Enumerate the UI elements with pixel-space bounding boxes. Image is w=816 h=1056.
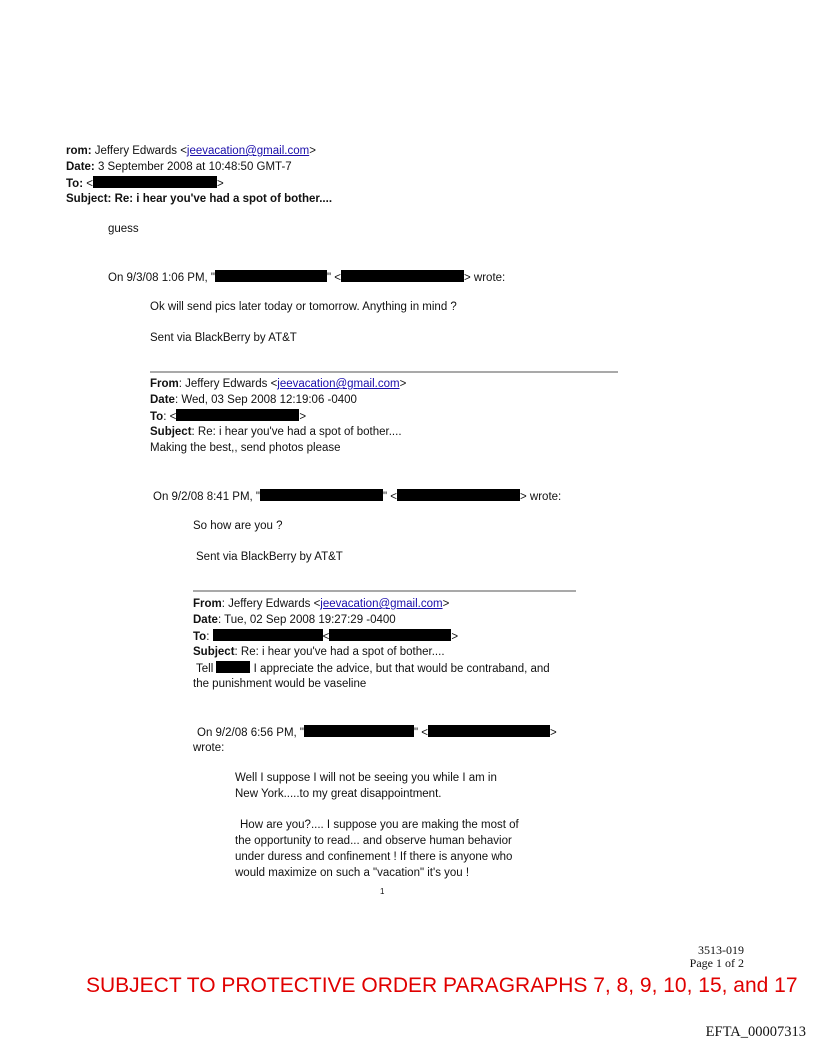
quote2-divider [193, 590, 576, 592]
forward2-to-colon: : [206, 631, 210, 643]
header-from-line [66, 144, 316, 158]
date-value: 3 September 2008 at 10:48:50 GMT-7 [97, 161, 292, 173]
quote1-intro [108, 270, 505, 285]
forward1-to-line [150, 409, 306, 424]
from-label: rom: [66, 145, 92, 157]
quote1-line1: Ok will send pics later today or tomorrow. Anything in mind ? [150, 301, 457, 313]
forward1-date-line [150, 393, 357, 407]
quote2-line2: Sent via BlackBerry by AT&T [196, 551, 343, 563]
header-to-line [66, 176, 224, 191]
quote1-line2: Sent via BlackBerry by AT&T [150, 332, 297, 344]
doc-id: 3513-019 [698, 943, 744, 957]
forward1-from-line [150, 377, 406, 391]
forward1-subject-value: : Re: i hear you've had a spot of bother.... [191, 426, 402, 438]
to-close: > [216, 178, 224, 190]
redaction-box [397, 489, 520, 501]
quote3-p1-line2: New York.....to my great disappointment. [235, 788, 442, 800]
redaction-box [304, 725, 414, 737]
forward2-from-label: From [193, 598, 222, 610]
forward2-to-close: > [451, 631, 459, 643]
quote3-intro-wrap: wrote: [193, 742, 225, 754]
forward2-from-line [193, 597, 449, 611]
quote1-intro-suffix: > wrote: [464, 272, 506, 284]
forward2-date-line [193, 613, 396, 627]
header-subject-line [66, 192, 332, 206]
forward1-to-close: > [299, 411, 307, 423]
forward2-to-line [193, 629, 458, 644]
redaction-box [213, 629, 323, 641]
header-date-line [66, 160, 292, 174]
forward1-to-label: To [150, 411, 164, 423]
forward1-date-value: : Wed, 03 Sep 2008 12:19:06 -0400 [174, 394, 357, 406]
forward2-subject-value: : Re: i hear you've had a spot of bother.... [234, 646, 445, 658]
quote2-intro [153, 489, 561, 504]
forward2-body-line1 [196, 661, 550, 676]
forward2-subject-label: Subject [193, 646, 235, 658]
quote2-intro-mid: " < [383, 491, 398, 503]
forward2-body-suffix: I appreciate the advice, but that would be contraband, and [253, 663, 550, 675]
quote3-intro-suffix: > [550, 727, 557, 739]
quote3-p2-line3: under duress and confinement ! If there is anyone who [235, 851, 513, 863]
to-label: To: [66, 178, 84, 190]
redaction-box [176, 409, 299, 421]
quote3-intro [197, 725, 557, 740]
from-name: Jeffery Edwards < [94, 145, 187, 157]
forward2-to-open: < [322, 631, 330, 643]
forward1-subject-label: Subject [150, 426, 192, 438]
date-label: Date: [66, 161, 95, 173]
forward1-from-close: > [399, 378, 407, 390]
forward2-date-value: : Tue, 02 Sep 2008 19:27:29 -0400 [217, 614, 396, 626]
forward2-body-prefix: Tell [196, 663, 214, 675]
to-open: < [86, 178, 93, 190]
forward1-email-link[interactable]: jeevacation@gmail.com [277, 378, 400, 390]
protective-order-stamp: SUBJECT TO PROTECTIVE ORDER PARAGRAPHS 7, 8, 9, 10, 15, and 17 [86, 974, 798, 997]
forward2-to-label: To [193, 631, 207, 643]
forward1-date-label: Date [150, 394, 175, 406]
forward1-from-name: : Jeffery Edwards < [178, 378, 278, 390]
forward2-subject-line [193, 645, 445, 659]
redaction-box [329, 629, 451, 641]
forward1-body: Making the best,, send photos please [150, 442, 341, 454]
quote3-p2-line4: would maximize on such a "vacation" it's you ! [235, 867, 470, 879]
forward2-from-close: > [442, 598, 450, 610]
body-reply: guess [108, 223, 139, 235]
forward2-email-link[interactable]: jeevacation@gmail.com [320, 598, 443, 610]
redaction-box [216, 661, 250, 673]
subject-label: Subject: [66, 193, 112, 205]
subject-value: Re: i hear you've had a spot of bother.... [114, 193, 333, 205]
redaction-box [93, 176, 217, 188]
quote2-intro-suffix: > wrote: [520, 491, 562, 503]
from-close: > [309, 145, 316, 157]
redaction-box [341, 270, 464, 282]
forward2-body-line2: the punishment would be vaseline [193, 678, 367, 690]
page-number: 1 [380, 887, 385, 896]
quote1-intro-mid: " < [327, 272, 342, 284]
quote2-line1: So how are you ? [193, 520, 283, 532]
redaction-box [428, 725, 550, 737]
forward1-subject-line [150, 425, 402, 439]
forward2-from-name: : Jeffery Edwards < [221, 598, 321, 610]
quote1-divider [150, 371, 618, 373]
quote2-intro-prefix: On 9/2/08 8:41 PM, " [153, 491, 261, 503]
quote3-intro-prefix: On 9/2/08 6:56 PM, " [197, 727, 305, 739]
bates-number: EFTA_00007313 [705, 1024, 806, 1040]
from-email-link[interactable]: jeevacation@gmail.com [186, 145, 310, 157]
forward1-from-label: From [150, 378, 179, 390]
quote3-p2-line1: How are you?.... I suppose you are making the most of [240, 819, 519, 831]
quote3-p1-line1: Well I suppose I will not be seeing you while I am in [235, 772, 497, 784]
redaction-box [260, 489, 383, 501]
quote3-intro-mid: " < [414, 727, 429, 739]
redaction-box [215, 270, 327, 282]
quote3-p2-line2: the opportunity to read... and observe human behavior [235, 835, 512, 847]
page-of: Page 1 of 2 [689, 956, 744, 970]
forward2-date-label: Date [193, 614, 218, 626]
forward1-to-open: : < [163, 411, 177, 423]
quote1-intro-prefix: On 9/3/08 1:06 PM, " [108, 272, 216, 284]
